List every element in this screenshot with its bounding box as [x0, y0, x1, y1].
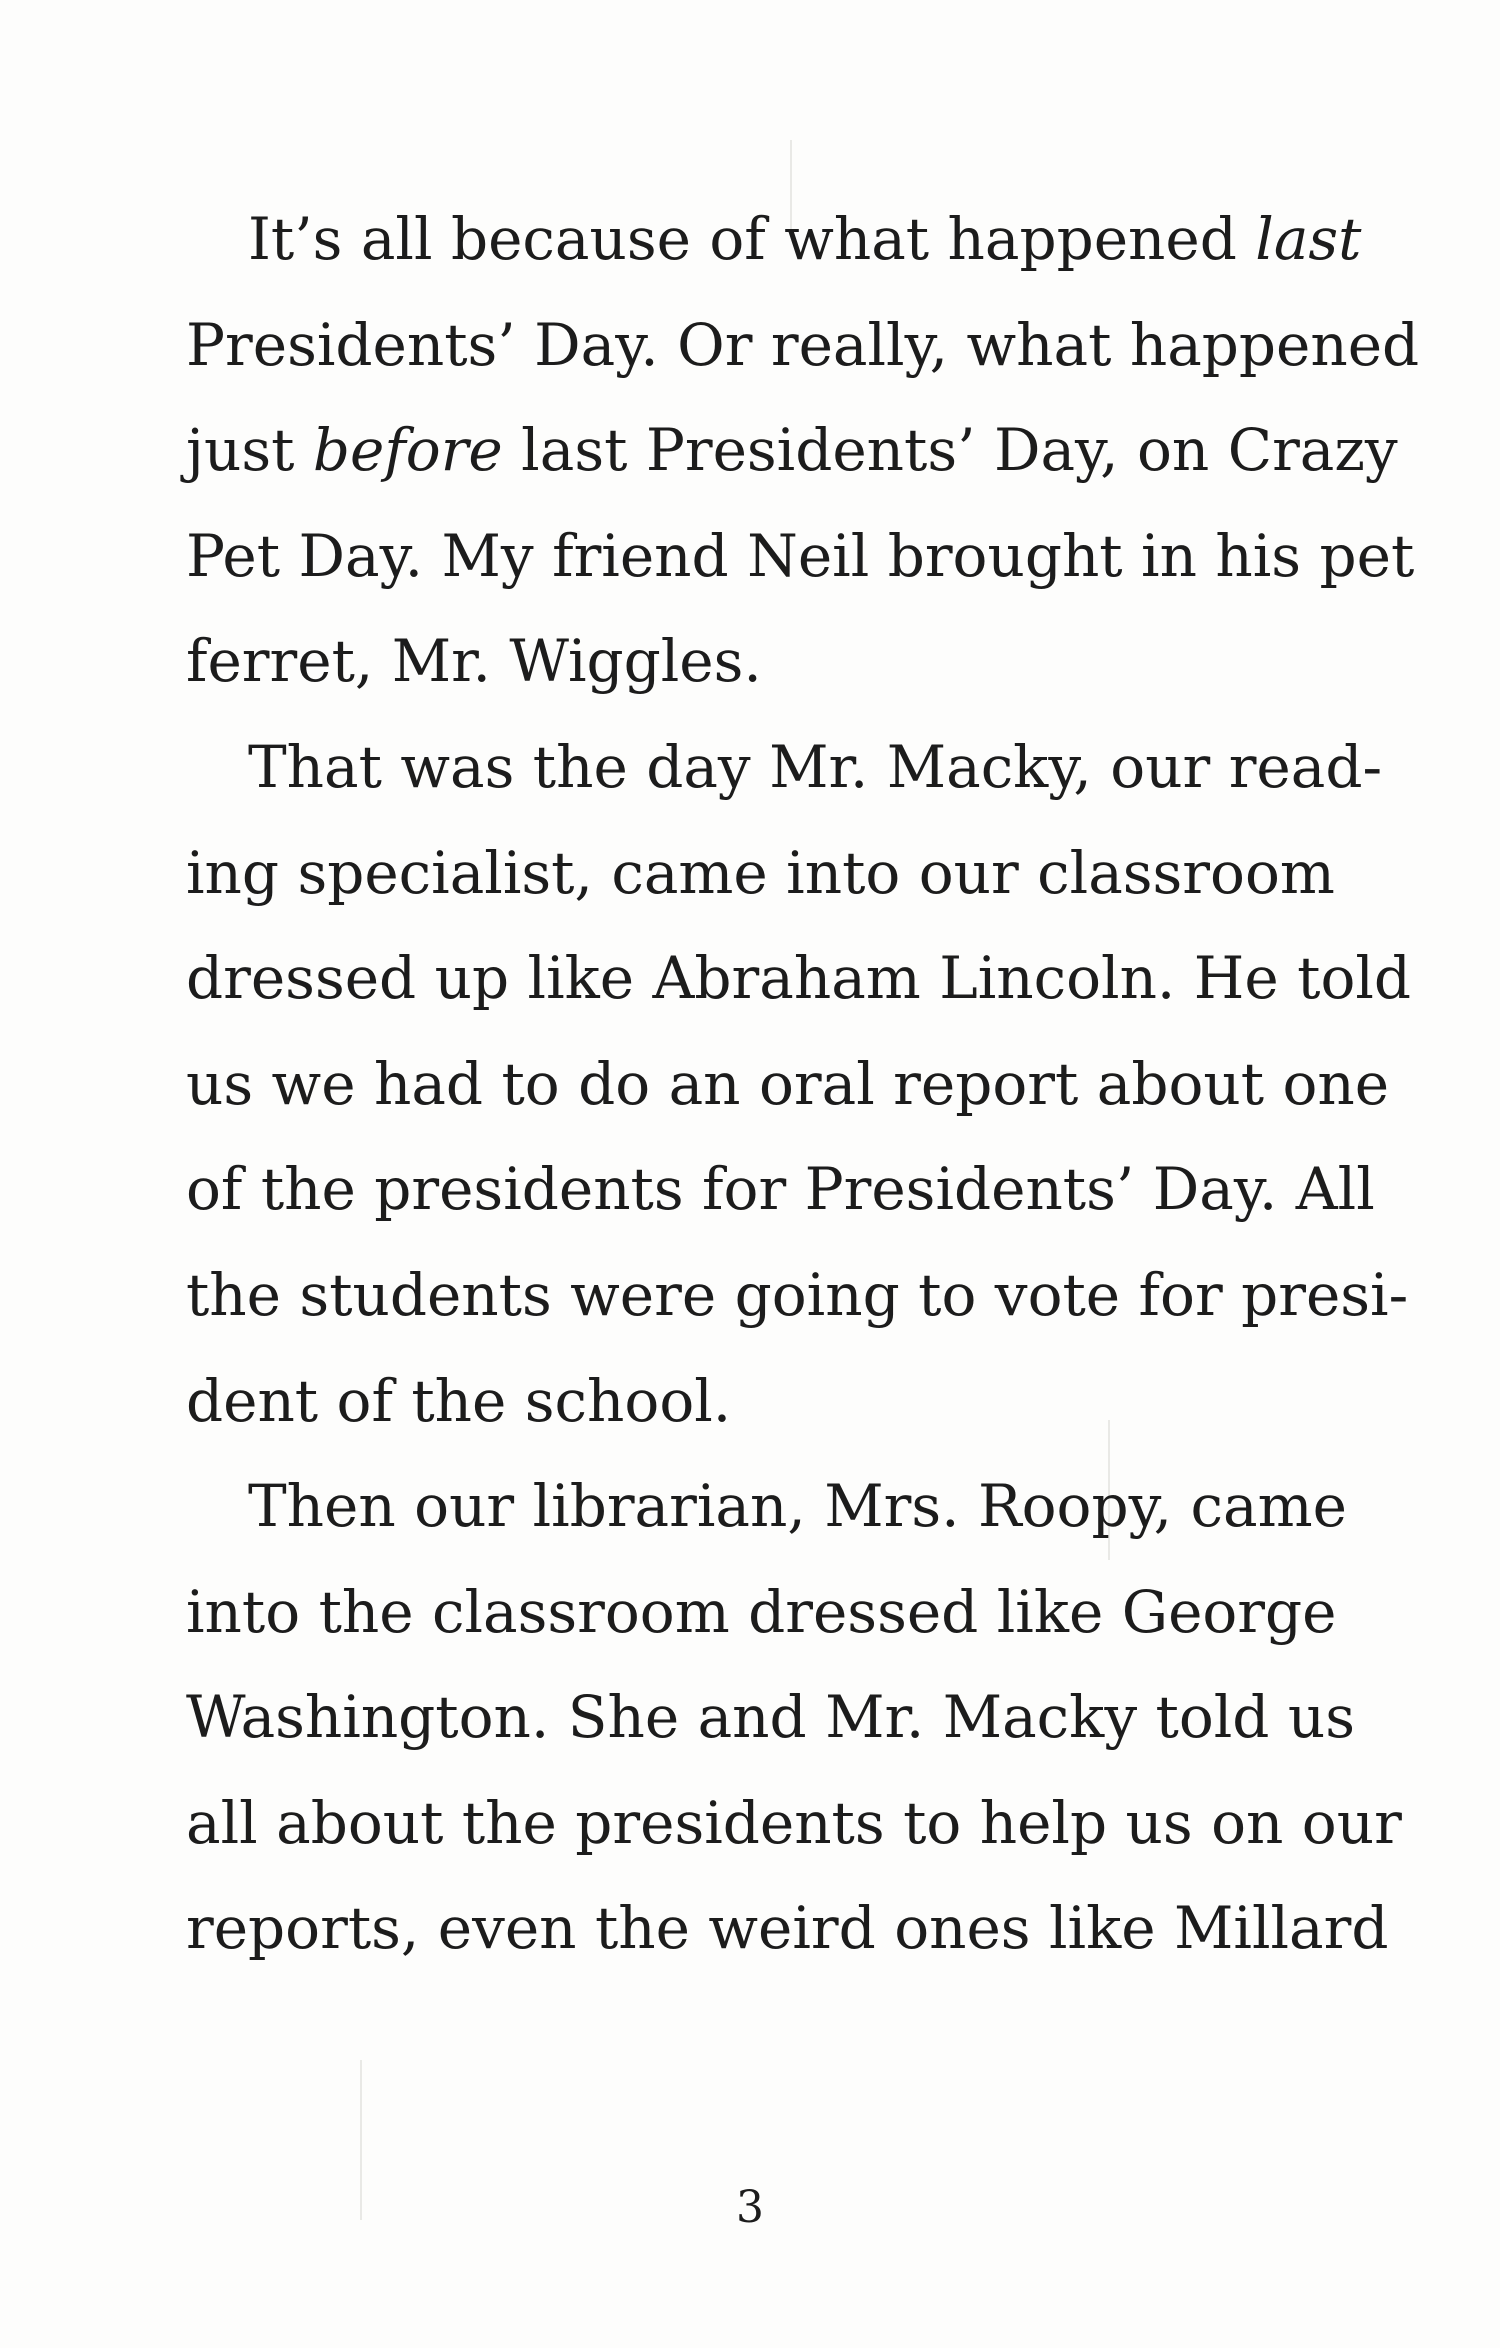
text-line: [186, 821, 1335, 927]
text-run: us we had to do an oral report about one: [186, 1049, 1390, 1118]
text-line: [186, 1454, 1347, 1560]
text-run: Pet Day. My friend Neil brought in his pet: [186, 521, 1415, 590]
text-run: reports, even the weird ones like Millard: [186, 1894, 1389, 1963]
text-line: [186, 187, 1362, 293]
text-run: into the classroom dressed like George: [186, 1577, 1337, 1646]
page-number: 3: [736, 2182, 764, 2233]
text-run: That was the day Mr. Macky, our read-: [248, 733, 1383, 801]
text-line: [186, 1137, 1375, 1243]
text-line: [186, 293, 1420, 399]
emphasized-text: last: [1255, 205, 1362, 273]
text-run: dressed up like Abraham Lincoln. He told: [186, 944, 1412, 1013]
text-line: [186, 1665, 1355, 1771]
text-run: ing specialist, came into our classroom: [186, 838, 1335, 907]
text-line: [186, 1560, 1337, 1666]
text-line: [186, 504, 1415, 610]
text-line: [186, 715, 1383, 821]
text-run: the students were going to vote for presi-: [186, 1260, 1409, 1329]
text-line: [186, 1349, 1302, 1455]
text-run: Washington. She and Mr. Macky told us: [186, 1683, 1355, 1752]
text-line: [186, 926, 1412, 1032]
text-run: all about the presidents to help us on our: [186, 1788, 1402, 1857]
paragraph-2: [186, 715, 1412, 1454]
text-run: Presidents’ Day. Or really, what happened: [186, 310, 1420, 379]
text-run: dent of the school.: [186, 1366, 732, 1435]
text-line: [186, 1032, 1390, 1138]
text-line: [186, 398, 1398, 504]
text-run: It’s all because of what happened: [248, 205, 1256, 273]
paragraph-1: [186, 187, 1420, 715]
paragraph-3: [186, 1454, 1402, 1982]
emphasized-text: before: [312, 416, 503, 485]
text-run: ferret, Mr. Wiggles.: [186, 627, 762, 696]
text-run: just: [186, 416, 313, 485]
text-run: last Presidents’ Day, on Crazy: [502, 416, 1398, 485]
text-run: of the presidents for Presidents’ Day. All: [186, 1155, 1375, 1224]
text-line: [186, 609, 1302, 715]
text-line: [186, 1771, 1402, 1877]
scan-mark: [360, 2060, 362, 2220]
text-line: [186, 1876, 1389, 1982]
text-run: Then our librarian, Mrs. Roopy, came: [248, 1472, 1347, 1540]
text-line: [186, 1243, 1409, 1349]
